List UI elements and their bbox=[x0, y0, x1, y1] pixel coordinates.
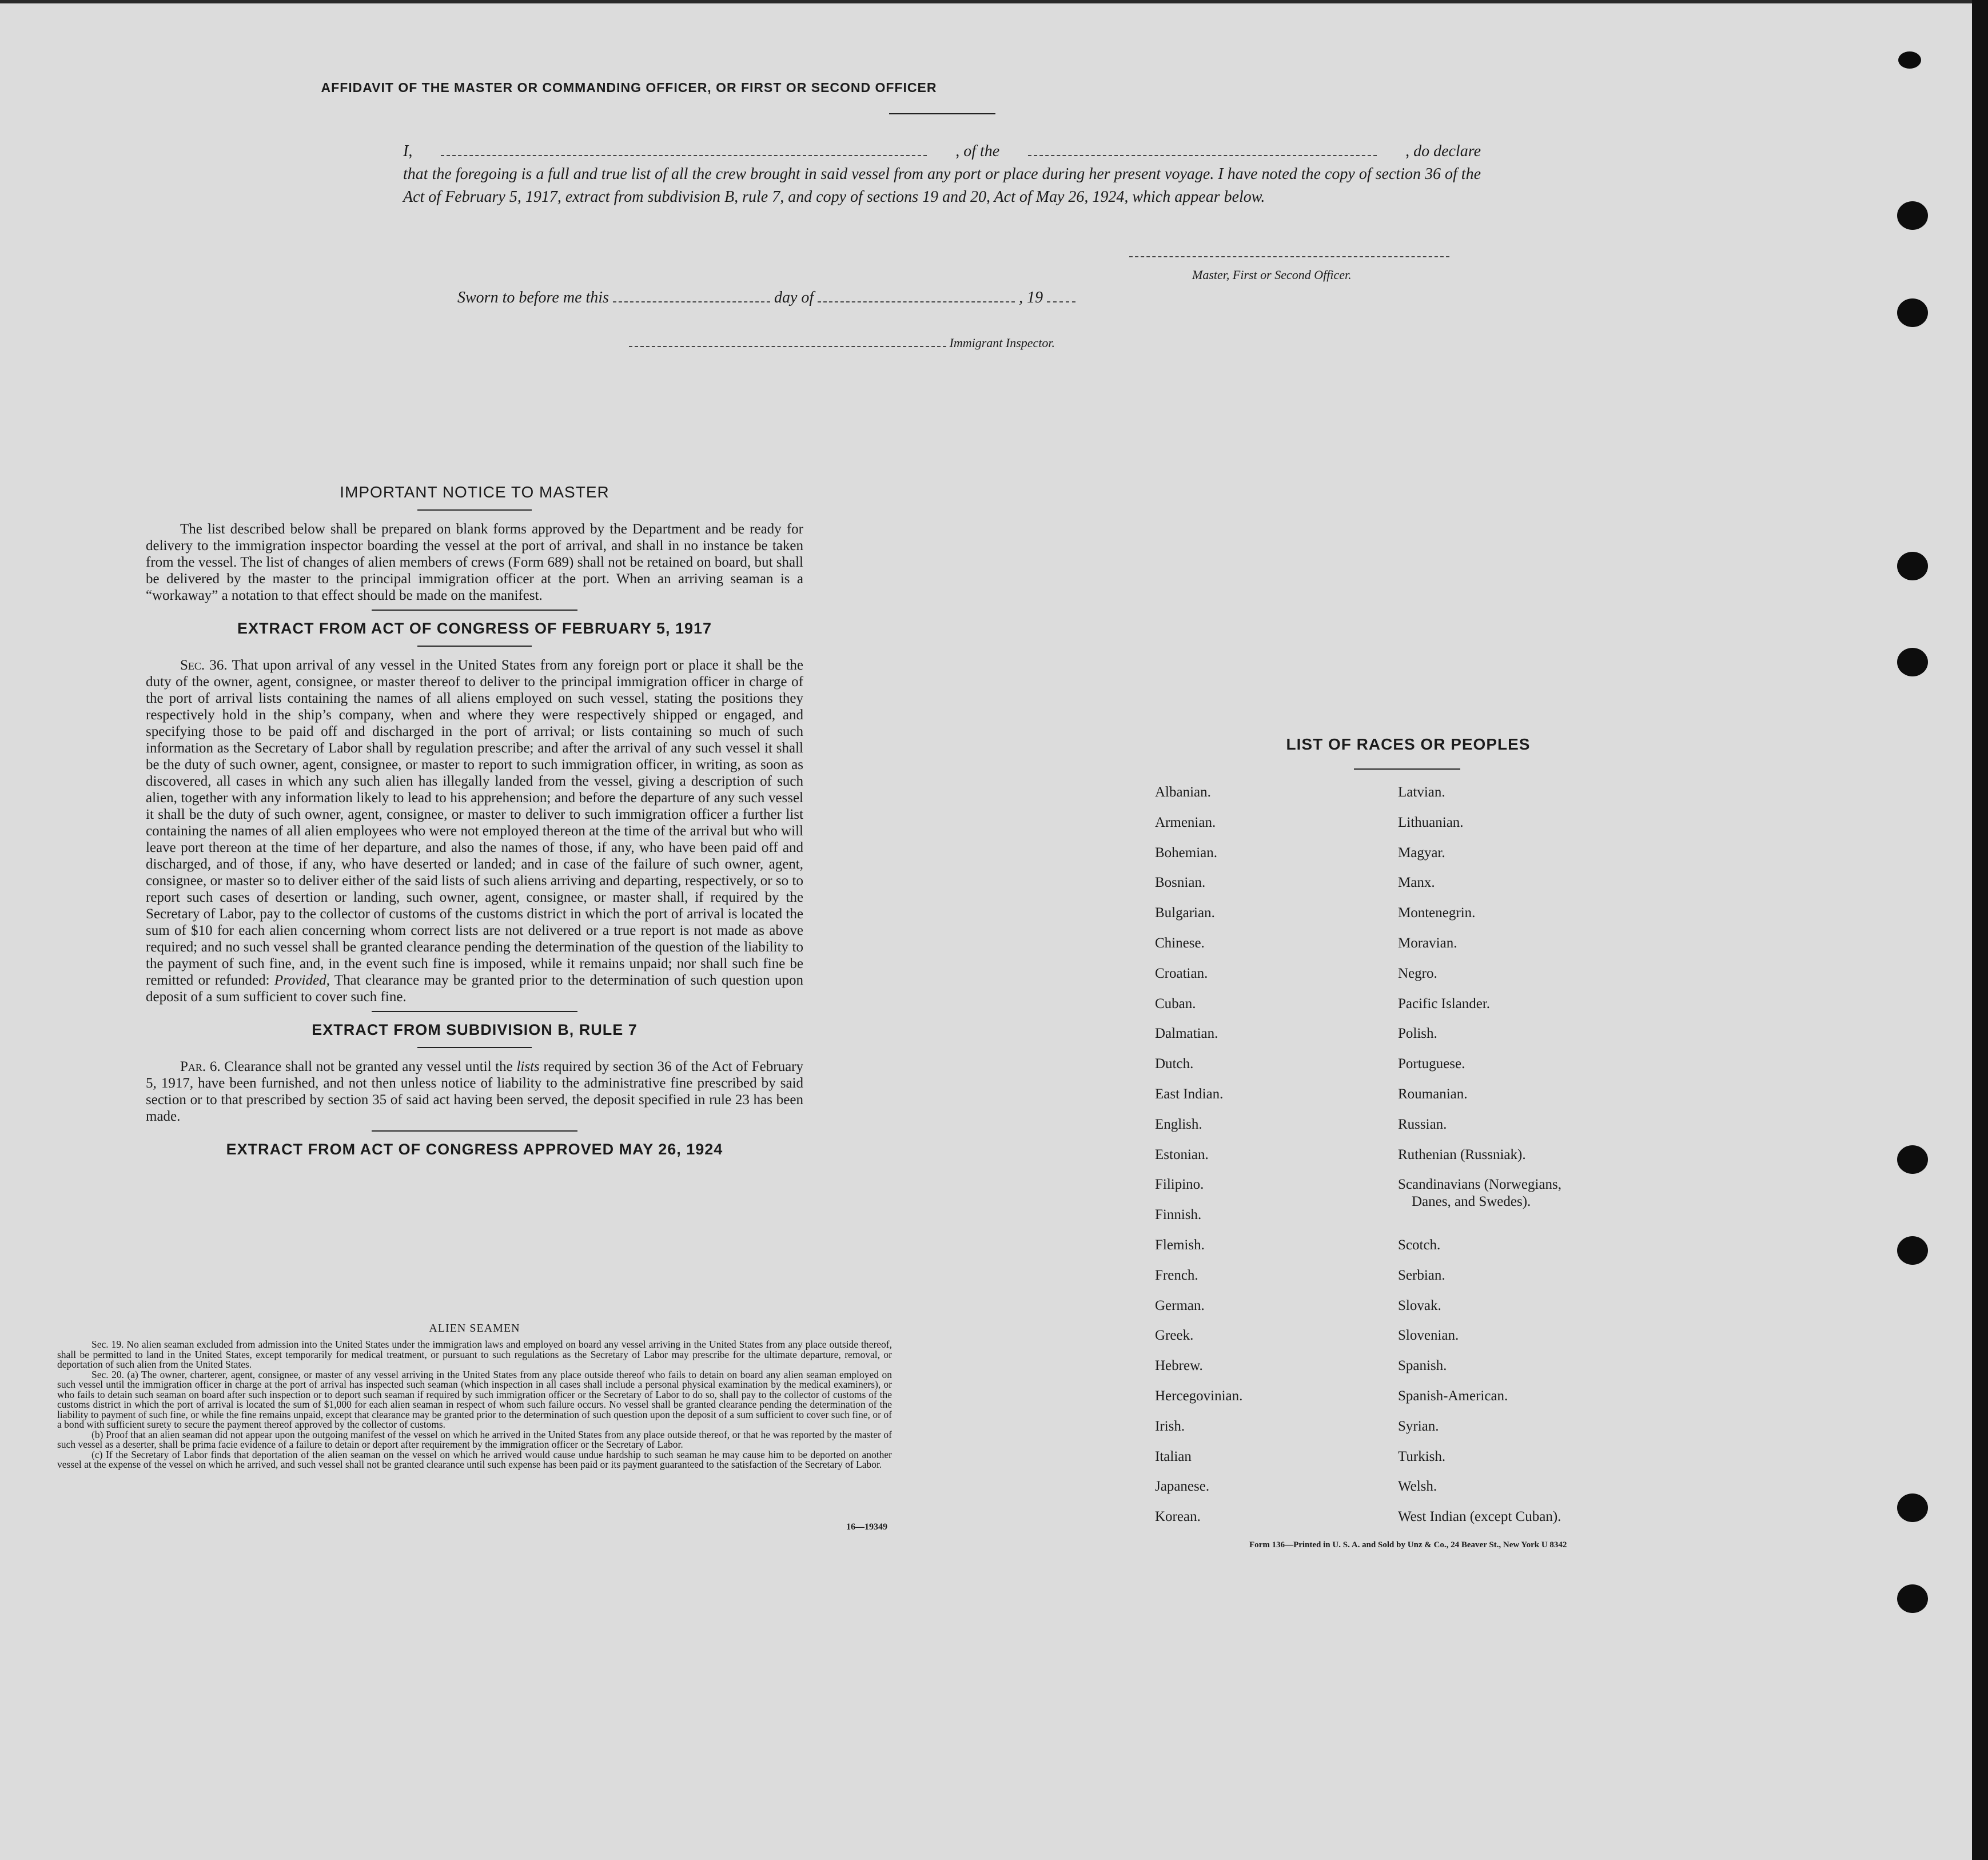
punch-hole bbox=[1897, 1236, 1928, 1265]
race-item-right: Spanish-American. bbox=[1398, 1388, 1508, 1404]
sworn-month-blank[interactable] bbox=[818, 289, 1015, 302]
race-item-left: Armenian. bbox=[1155, 814, 1216, 830]
alien-seamen-subtitle: ALIEN SEAMEN bbox=[429, 1322, 520, 1335]
notice-column bbox=[146, 483, 803, 1158]
race-item-left: French. bbox=[1155, 1267, 1198, 1283]
master-signature-line[interactable] bbox=[1129, 256, 1449, 257]
race-item-left: Dutch. bbox=[1155, 1056, 1194, 1072]
race-item-left: Bohemian. bbox=[1155, 845, 1218, 861]
race-item-right: Scandinavians (Norwegians, bbox=[1398, 1177, 1562, 1193]
section-divider bbox=[372, 1011, 577, 1012]
inspector-label: Immigrant Inspector. bbox=[949, 336, 1055, 350]
notice-text: The list described below shall be prepared on blank forms approved by the Department and be ready for delivery to the immigration inspector boarding the vessel at the port of arrival, and shall in no instance be taken from the vessel. The list of changes of alien members of crews (Form 689) shall not be retained on board, but shall be delivered by the master to the principal immigration officer at the port. When an arriving seaman is a “workaway” a notation to that effect should be made on the manifest. bbox=[146, 521, 803, 603]
punch-hole bbox=[1897, 1145, 1928, 1174]
race-item-right: Magyar. bbox=[1398, 845, 1445, 861]
section-rule bbox=[417, 646, 532, 647]
race-item-left: Japanese. bbox=[1155, 1479, 1210, 1495]
affidavit-do-declare: , do declare bbox=[1405, 142, 1481, 160]
race-item-left: Italian bbox=[1155, 1448, 1192, 1464]
affidavit-body: that the foregoing is a full and true list of all the crew brought in said vessel from any port or place during her present voyage. I have noted the copy of section 36 of the Act of February 5, 1917, extract from subdivision B, rule 7, and copy of sections 19 and 20, Act of May 26, 1924, which appear below. bbox=[403, 165, 1481, 206]
section-divider bbox=[372, 1130, 577, 1132]
race-item-left: Chinese. bbox=[1155, 935, 1205, 951]
punch-hole bbox=[1897, 552, 1928, 580]
race-item-right: Spanish. bbox=[1398, 1358, 1447, 1374]
race-item-left: Estonian. bbox=[1155, 1146, 1209, 1162]
notice-title: IMPORTANT NOTICE TO MASTER bbox=[340, 483, 609, 501]
races-title-rule bbox=[1354, 768, 1460, 770]
title-rule bbox=[889, 113, 995, 114]
form-footer: Form 136—Printed in U. S. A. and Sold by Unz & Co., 24 Beaver St., New York U 8342 bbox=[1249, 1540, 1567, 1550]
sworn-prefix: Sworn to before me this bbox=[457, 289, 609, 306]
section-rule bbox=[417, 1047, 532, 1048]
race-item-right: Moravian. bbox=[1398, 935, 1457, 951]
punch-hole bbox=[1897, 1584, 1928, 1613]
section-19-text: Sec. 19. No alien seaman excluded from admission into the United States under the immigration laws and employed on board any vessel arriving in the United States from any place outside thereof, shall be permitted to land in the United States, except temporarily for medical treatment, or pursuant to such regulations as the Secretary of Labor may prescribe for the ultimate departure, removal, or deportation of such alien from the United States. bbox=[57, 1339, 892, 1370]
rule-7-body-b: required by section 36 of the Act of February 5, 1917, have been furnished, and not then unless notice of liability to the administrative fine prescribed by said section or to that prescribed by section 35 of said act having been served, the deposit specified in rule 23 has been made. bbox=[146, 1059, 804, 1124]
rule-7-text bbox=[146, 1058, 803, 1125]
race-item-right: Roumanian. bbox=[1398, 1086, 1468, 1102]
race-item-right: Welsh. bbox=[1398, 1479, 1437, 1495]
race-item-right: Latvian. bbox=[1398, 784, 1445, 800]
race-item-left: Hebrew. bbox=[1155, 1358, 1203, 1374]
print-code: 16—19349 bbox=[846, 1522, 887, 1532]
race-item-left: English. bbox=[1155, 1116, 1202, 1132]
race-item-left: Irish. bbox=[1155, 1418, 1185, 1434]
scan-edge-top bbox=[0, 0, 1988, 3]
section-20c-text: (c) If the Secretary of Labor finds that deportation of the alien seaman on the vessel on which he arrived would cause undue hardship to such seaman he may cause him to be deported on another vessel at the expense of the vessel on which he arrived, and such vessel shall not be granted clearance until such expense has been paid or its payment guaranteed to the satisfaction of the Secretary of Labor. bbox=[57, 1448, 892, 1470]
section-divider bbox=[372, 610, 577, 611]
race-item-left: Albanian. bbox=[1155, 784, 1211, 800]
rule-7-body-a: Clearance shall not be granted any vessel until the bbox=[224, 1059, 513, 1074]
sworn-line bbox=[457, 289, 1075, 307]
race-item-right: Lithuanian. bbox=[1398, 814, 1464, 830]
race-item-right: Manx. bbox=[1398, 875, 1435, 891]
race-item-right: Negro. bbox=[1398, 965, 1437, 981]
race-item-left: German. bbox=[1155, 1297, 1205, 1313]
race-item-right: Portuguese. bbox=[1398, 1056, 1465, 1072]
race-item-left: Dalmatian. bbox=[1155, 1026, 1218, 1042]
punch-hole bbox=[1897, 201, 1928, 230]
race-item-left: Flemish. bbox=[1155, 1237, 1205, 1253]
race-item-right: Syrian. bbox=[1398, 1418, 1439, 1434]
affidavit-title: AFFIDAVIT OF THE MASTER OR COMMANDING OFFICER, OR FIRST OR SECOND OFFICER bbox=[321, 80, 937, 95]
extract-1924-title: EXTRACT FROM ACT OF CONGRESS APPROVED MAY 26, 1924 bbox=[226, 1141, 723, 1158]
inspector-signature-blank[interactable] bbox=[629, 333, 946, 347]
race-item-left: Finnish. bbox=[1155, 1207, 1202, 1223]
scan-edge-right bbox=[1972, 0, 1988, 1860]
race-item-right: Scotch. bbox=[1398, 1237, 1441, 1253]
name-blank[interactable] bbox=[441, 142, 927, 156]
extract-rule7-title: EXTRACT FROM SUBDIVISION B, RULE 7 bbox=[312, 1021, 638, 1038]
race-item-left: East Indian. bbox=[1155, 1086, 1224, 1102]
race-item-right: Slovenian. bbox=[1398, 1328, 1459, 1344]
affidavit-pronoun: I, bbox=[403, 142, 413, 160]
alien-seamen-provisions bbox=[57, 1321, 892, 1470]
lists-word: lists bbox=[516, 1059, 540, 1074]
race-item-right: Slovak. bbox=[1398, 1297, 1441, 1313]
master-signature-label: Master, First or Second Officer. bbox=[1192, 268, 1352, 282]
sworn-day-blank[interactable] bbox=[613, 289, 770, 302]
sworn-day-of: day of bbox=[774, 289, 814, 306]
proviso-word: Provided, bbox=[274, 973, 330, 988]
race-item-left: Bosnian. bbox=[1155, 875, 1206, 891]
race-item-right: Polish. bbox=[1398, 1026, 1437, 1042]
race-item-right: Pacific Islander. bbox=[1398, 995, 1491, 1011]
section-36-proviso-text: That clearance may be granted prior to the determination of such question upon deposit of a sum sufficient to cover such fine. bbox=[146, 973, 803, 1005]
extract-1917-title: EXTRACT FROM ACT OF CONGRESS OF FEBRUARY 5, 1917 bbox=[237, 620, 712, 637]
punch-hole bbox=[1898, 51, 1921, 69]
race-item-left: Hercegovinian. bbox=[1155, 1388, 1243, 1404]
race-item-left: Bulgarian. bbox=[1155, 905, 1215, 921]
race-item-left: Korean. bbox=[1155, 1509, 1201, 1525]
race-item-right: Russian. bbox=[1398, 1116, 1447, 1132]
section-20b-text: (b) Proof that an alien seaman did not appear upon the outgoing manifest of the vessel on which he arrived in the United States from any place outside thereof, or that he was reported by the master of such vessel as a deserter, shall be prima facie evidence of a failure to detain or deport after requirement by the immigration officer or the Secretary of Labor. bbox=[57, 1428, 892, 1450]
inspector-line bbox=[629, 333, 1055, 351]
sworn-year-blank[interactable] bbox=[1047, 289, 1075, 302]
section-36-body: That upon arrival of any vessel in the United States from any foreign port or place it shall be the duty of the owner, agent, consignee, or master thereof to deliver to the principal immigration officer in charge of the port of arrival lists containing the names of all aliens employed on such vessel, stating the positions they respectively hold in the ship’s company, when and where they were respectively shipped or engaged, and specifying those to be paid off and discharged in the port of arrival; or lists containing so much of such information as the Secretary of Labor shall by regulation prescribe; and after the arrival of any such vessel it shall be the duty of such owner, agent, consignee, or master to report to such immigration officer, in writing, as soon as discovered, all cases in which any such alien has illegally landed from the vessel, giving a description of such alien, together with any information likely to lead to his apprehension; and before the departure of any such vessel it shall be the duty of such owner, agent, consignee, or master to deliver to such immigration officer a further list containing the names of all alien employees who were not employed thereon at the time of the arrival but who will leave port thereon at the time of her departure, and also the names of those, if any, who have been paid off and discharged, and of those, if any, who have deserted or landed; and in case of the failure of such owner, agent, consignee, or master so to deliver either of the said lists of such aliens arriving and departing, respectively, or so to report such cases of desertion or landing, such owner, agent, consignee, or master shall, if required by the Secretary of Labor, pay to the collector of customs of the customs district in which the port of arrival is located the sum of $10 for each alien concerning whom correct lists are not delivered or a true report is not made as above required; and no such vessel shall be granted clearance pending the determination of the question of the liability to the payment of such fine, and, in the event such fine is imposed, while it remains unpaid; nor shall such fine be remitted or refunded: bbox=[146, 658, 803, 988]
affidavit-declaration bbox=[403, 140, 1481, 209]
race-item-right: Ruthenian (Russniak). bbox=[1398, 1146, 1526, 1162]
race-item-right: Montenegrin. bbox=[1398, 905, 1476, 921]
race-item-left: Croatian. bbox=[1155, 965, 1208, 981]
section-20a-text: Sec. 20. (a) The owner, charterer, agent, consignee, or master of any vessel arriving in the United States from any place outside thereof who fails to detain on board any alien seaman employed on such vessel until the immigration officer in charge at the port of arrival has inspected such seaman (which inspection in all cases shall include a personal physical examination by the medical examiners), or who fails to detain such seaman on board after such inspection or to deport such seaman if required by such immigration officer or the Secretary of Labor to do so, shall pay to the collector of customs of the customs district in which the port of arrival is located the sum of $1,000 for each alien seaman in respect of whom such failure occurs. No vessel shall be granted clearance pending the determination of the liability to payment of such fine, or while the fine remains unpaid, except that clearance may be granted prior to the determination of such question upon the deposit of a sum sufficient to cover such fine, or of a bond with sufficient surety to secure the payment thereof approved by the collector of customs. bbox=[57, 1368, 892, 1430]
race-item-left: Filipino. bbox=[1155, 1177, 1204, 1193]
vessel-blank[interactable] bbox=[1028, 142, 1377, 156]
affidavit-of-the: , of the bbox=[955, 142, 1000, 160]
race-item-left: Greek. bbox=[1155, 1328, 1194, 1344]
punch-hole bbox=[1897, 1493, 1928, 1522]
section-36-text bbox=[146, 657, 803, 1005]
race-item-right: Danes, and Swedes). bbox=[1412, 1194, 1531, 1210]
notice-rule bbox=[417, 509, 532, 511]
race-item-right: Serbian. bbox=[1398, 1267, 1445, 1283]
race-item-left: Cuban. bbox=[1155, 995, 1196, 1011]
race-item-right: West Indian (except Cuban). bbox=[1398, 1509, 1561, 1525]
punch-hole bbox=[1897, 298, 1928, 327]
sworn-year: , 19 bbox=[1019, 289, 1043, 306]
par-6-label: Par. 6. bbox=[180, 1059, 221, 1074]
section-36-label: Sec. 36. bbox=[180, 658, 228, 673]
punch-hole bbox=[1897, 648, 1928, 676]
races-title: LIST OF RACES OR PEOPLES bbox=[1286, 735, 1531, 753]
race-item-right: Turkish. bbox=[1398, 1448, 1446, 1464]
